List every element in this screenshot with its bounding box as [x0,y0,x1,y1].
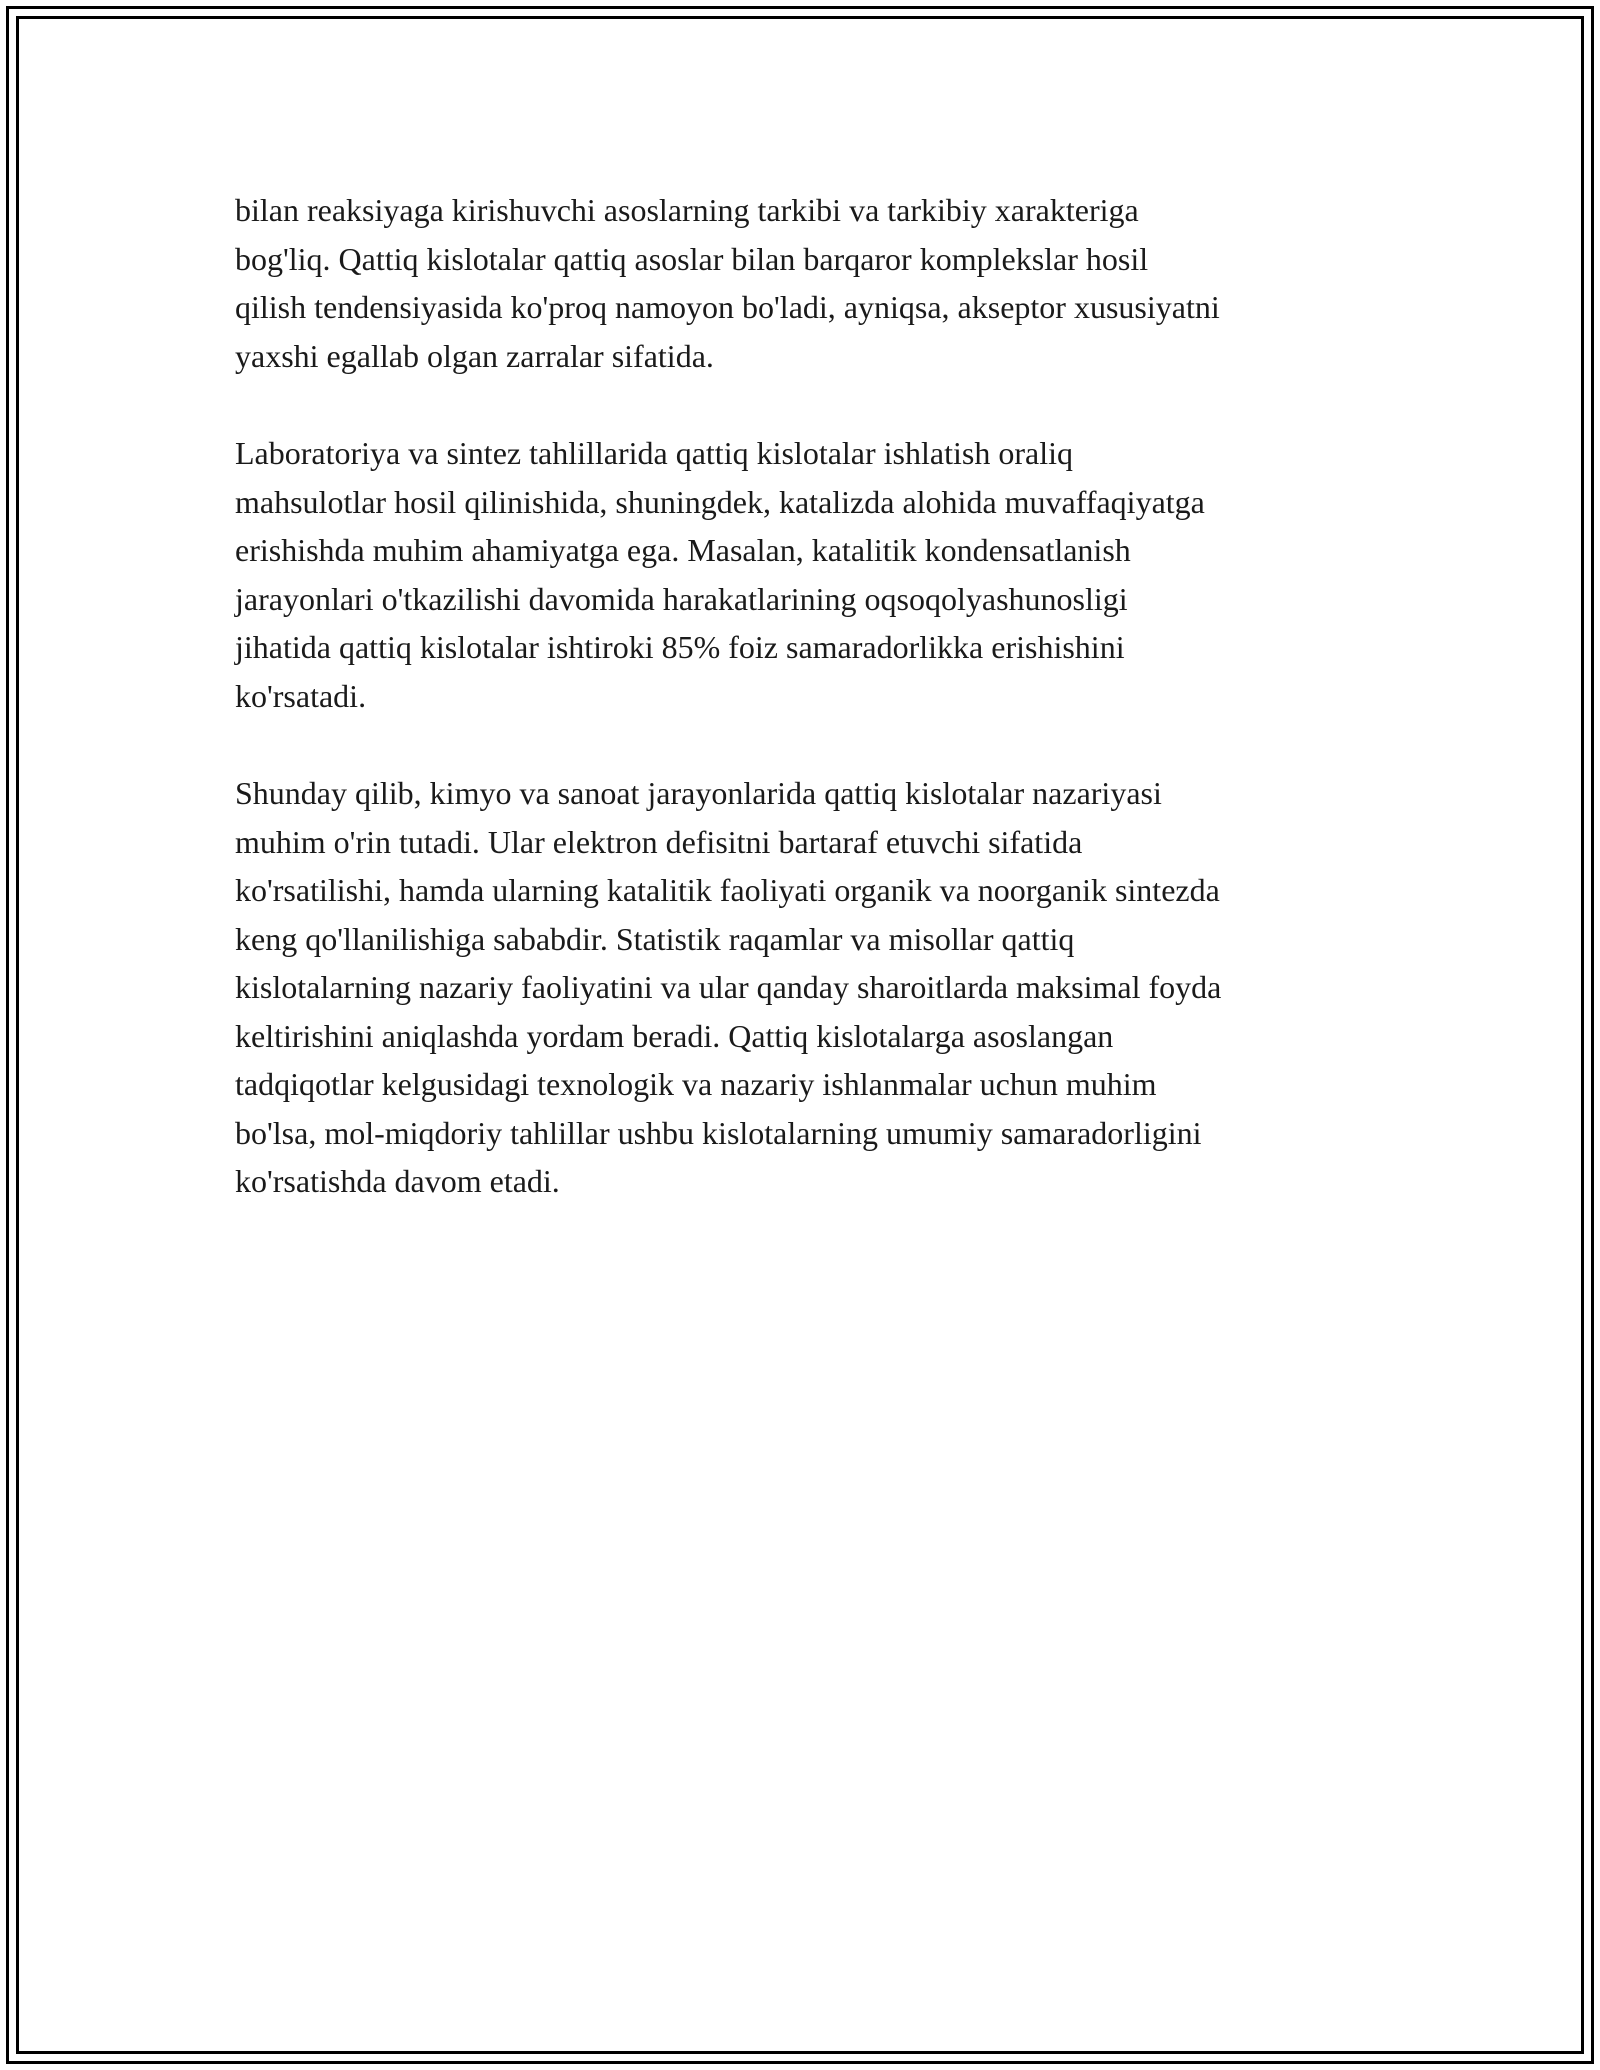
paragraph-2: Laboratoriya va sintez tahlillarida qattiq kislotalar ishlatish oraliq mahsulotlar hosil qilinishida, shuningdek, katalizda alohida muvaffaqiyatga erishishda muhim ahamiyatga ega. Masalan, katalitik kondensatlanish jarayonlari o'tkazilishi davomida harakatlarining oqsoqolyashunosligi jihatida qattiq kislotalar ishtiroki 85% foiz samaradorlikka erishishini ko'rsatadi. [235,435,1205,714]
paragraph-3: Shunday qilib, kimyo va sanoat jarayonlarida qattiq kislotalar nazariyasi muhim o'rin tutadi. Ular elektron defisitni bartaraf etuvchi sifatida ko'rsatilishi, hamda ularning katalitik faoliyati organik va noorganik sintezda keng qo'llanilishiga sababdir. Statistik raqamlar va misollar qattiq kislotalarning nazariy faoliyatini va ular qanday sharoitlarda maksimal foyda keltirishini aniqlashda yordam beradi. Qattiq kislotalarga asoslangan tadqiqotlar kelgusidagi texnologik va nazariy ishlanmalar uchun muhim bo'lsa, mol-miqdoriy tahlillar ushbu kislotalarning umumiy samaradorligini ko'rsatishda davom etadi. [235,775,1222,1199]
paragraph-1: bilan reaksiyaga kirishuvchi asoslarning tarkibi va tarkibiy xarakteriga bog'liq. Qattiq kislotalar qattiq asoslar bilan barqaror komplekslar hosil qilish tendensiyasida ko'proq namoyon bo'ladi, ayniqsa, akseptor xususiyatni yaxshi egallab olgan zarralar sifatida. [235,192,1220,374]
document-body [235,186,1395,1255]
